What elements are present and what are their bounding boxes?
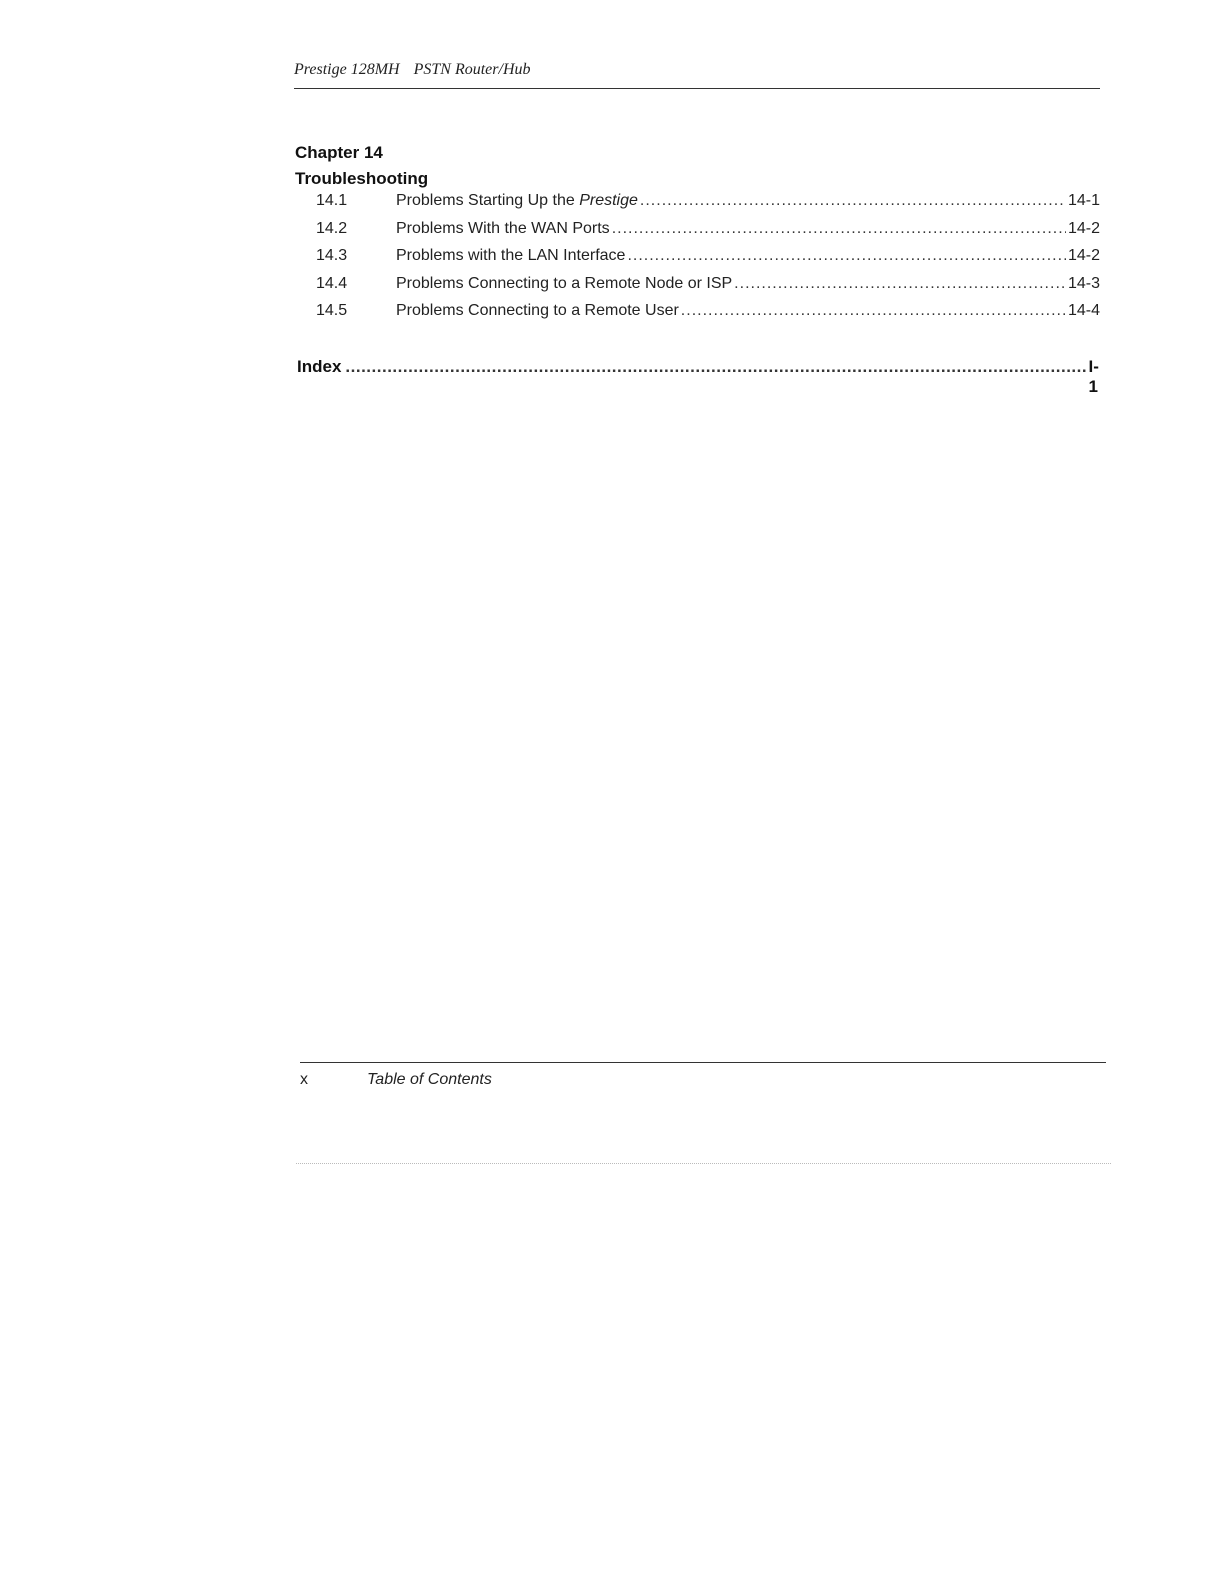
toc-entry-number: 14.1 xyxy=(316,192,348,209)
toc-entry-number: 14.2 xyxy=(316,219,348,237)
toc-index-entry[interactable] xyxy=(297,357,1100,397)
toc-entry-page: 14-1 xyxy=(1067,192,1100,209)
toc-list xyxy=(295,192,1100,330)
dot-leader xyxy=(627,247,1066,265)
toc-entry-title: Problems with the LAN Interface xyxy=(396,247,626,264)
toc-entry-page: 14-2 xyxy=(1067,247,1100,264)
footer-section-title: Table of Contents xyxy=(367,1071,492,1088)
toc-entry-page: 14-4 xyxy=(1067,302,1100,319)
toc-entry-number: 14.5 xyxy=(316,302,348,319)
toc-entry-title: Problems With the WAN Ports xyxy=(396,219,610,237)
chapter-label: Chapter 14 xyxy=(295,143,383,162)
page-footer xyxy=(300,1071,492,1089)
index-page: I-1 xyxy=(1088,357,1099,396)
chapter-title: Troubleshooting xyxy=(295,169,429,188)
toc-chapter-block xyxy=(295,140,1100,330)
toc-entry[interactable] xyxy=(295,247,1100,275)
dot-leader xyxy=(612,220,1066,238)
toc-entry-title: Problems Starting Up the Prestige xyxy=(396,192,638,209)
dot-leader xyxy=(640,192,1066,210)
footer-rule xyxy=(300,1062,1106,1063)
toc-entry[interactable] xyxy=(295,275,1100,303)
index-label: Index xyxy=(297,357,342,376)
toc-entry[interactable] xyxy=(295,302,1100,330)
header-product: Prestige 128MH xyxy=(294,61,400,78)
toc-entry-title-emphasis: Prestige xyxy=(579,192,638,209)
toc-entry-title: Problems Connecting to a Remote Node or ISP xyxy=(396,274,733,292)
toc-entry-page: 14-3 xyxy=(1067,274,1100,292)
footer-page-number: x xyxy=(300,1071,308,1088)
scan-artifact xyxy=(296,1163,1111,1164)
toc-entry-title: Problems Connecting to a Remote User xyxy=(396,302,679,319)
dot-leader xyxy=(681,302,1066,320)
header-description: PSTN Router/Hub xyxy=(413,61,531,78)
toc-entry[interactable] xyxy=(295,192,1100,220)
toc-entry-number: 14.3 xyxy=(316,247,348,264)
running-header xyxy=(294,58,1100,89)
toc-entry[interactable] xyxy=(295,220,1100,248)
dot-leader xyxy=(345,357,1086,377)
toc-entry-page: 14-2 xyxy=(1067,219,1100,237)
toc-entry-number: 14.4 xyxy=(316,274,348,292)
dot-leader xyxy=(734,275,1066,293)
